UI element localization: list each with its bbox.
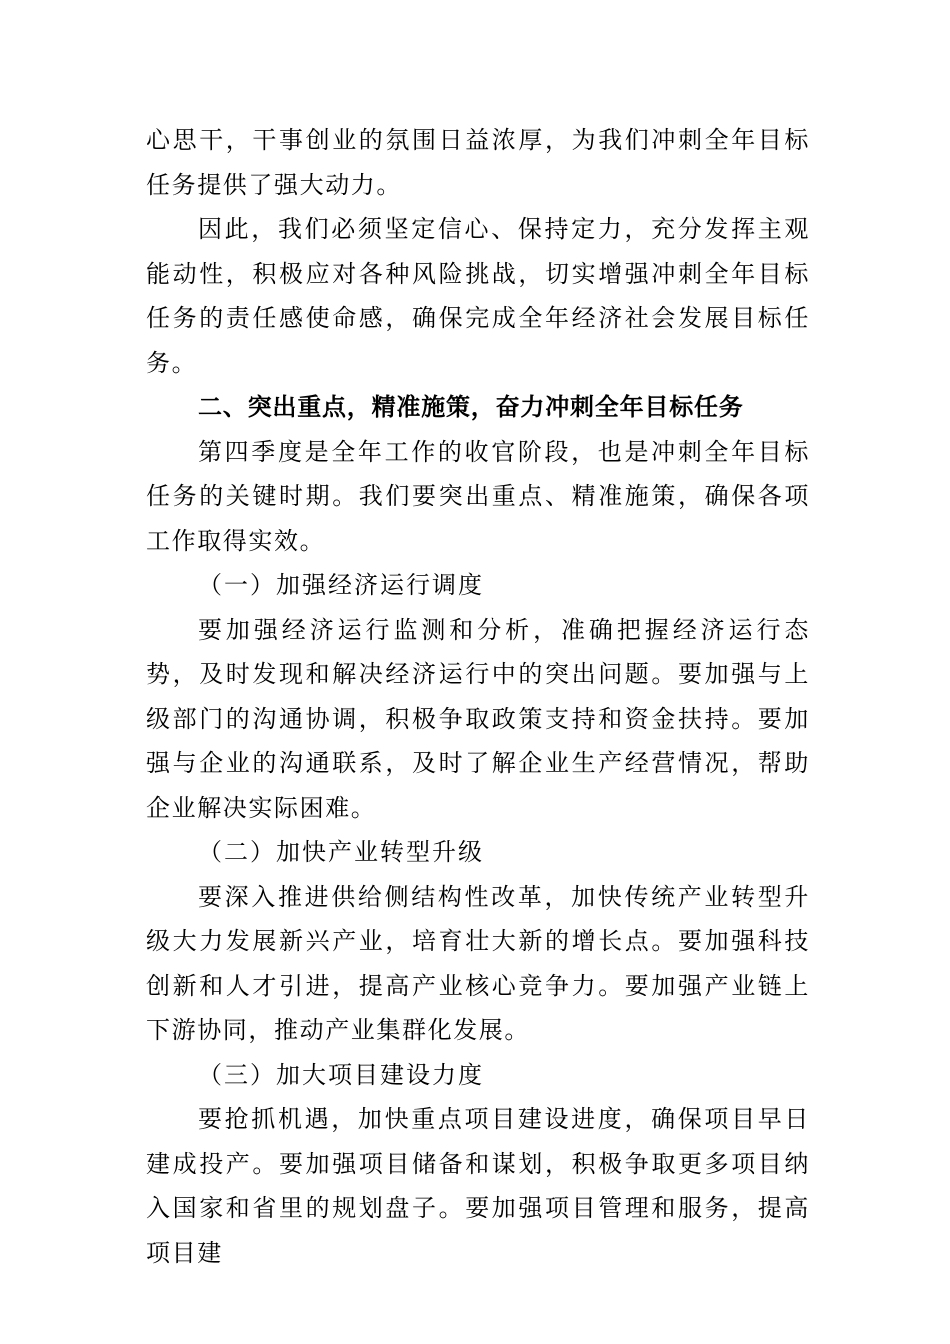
subheading-1: （一）加强经济运行调度 bbox=[198, 571, 484, 599]
paragraph-2: 要深入推进供给侧结构性改革，加快传统产业转型升级大力发展新兴产业，培育壮大新的增长点。要加强科技创新和人才引进，提高产业核心竞争力。要加强产业链上下游协同，推动产业集群化发展。 bbox=[146, 882, 810, 1044]
subheading-3: （三）加大项目建设力度 bbox=[198, 1060, 484, 1089]
paragraph-conclusion: 因此，我们必须坚定信心、保持定力，充分发挥主观能动性，积极应对各种风险挑战，切实增强冲刺全年目标任务的责任感使命感，确保完成全年经济社会发展目标任务。 bbox=[146, 215, 810, 377]
document-body bbox=[146, 118, 810, 1275]
subheading-2: （二）加快产业转型升级 bbox=[198, 838, 484, 866]
section-heading: 二、突出重点，精准施策，奋力冲刺全年目标任务 bbox=[198, 393, 744, 421]
paragraph-continued: 心思干，干事创业的氛围日益浓厚，为我们冲刺全年目标任务提供了强大动力。 bbox=[146, 126, 810, 199]
paragraph-intro: 第四季度是全年工作的收官阶段，也是冲刺全年目标任务的关键时期。我们要突出重点、精准施策，确保各项工作取得实效。 bbox=[146, 437, 810, 555]
paragraph-1: 要加强经济运行监测和分析，准确把握经济运行态势，及时发现和解决经济运行中的突出问题。要加强与上级部门的沟通协调，积极争取政策支持和资金扶持。要加强与企业的沟通联系，及时了解企业生产经营情况，帮助企业解决实际困难。 bbox=[146, 615, 810, 822]
paragraph-3: 要抢抓机遇，加快重点项目建设进度，确保项目早日建成投产。要加强项目储备和谋划，积极争取更多项目纳入国家和省里的规划盘子。要加强项目管理和服务，提高项目建 bbox=[146, 1105, 810, 1267]
